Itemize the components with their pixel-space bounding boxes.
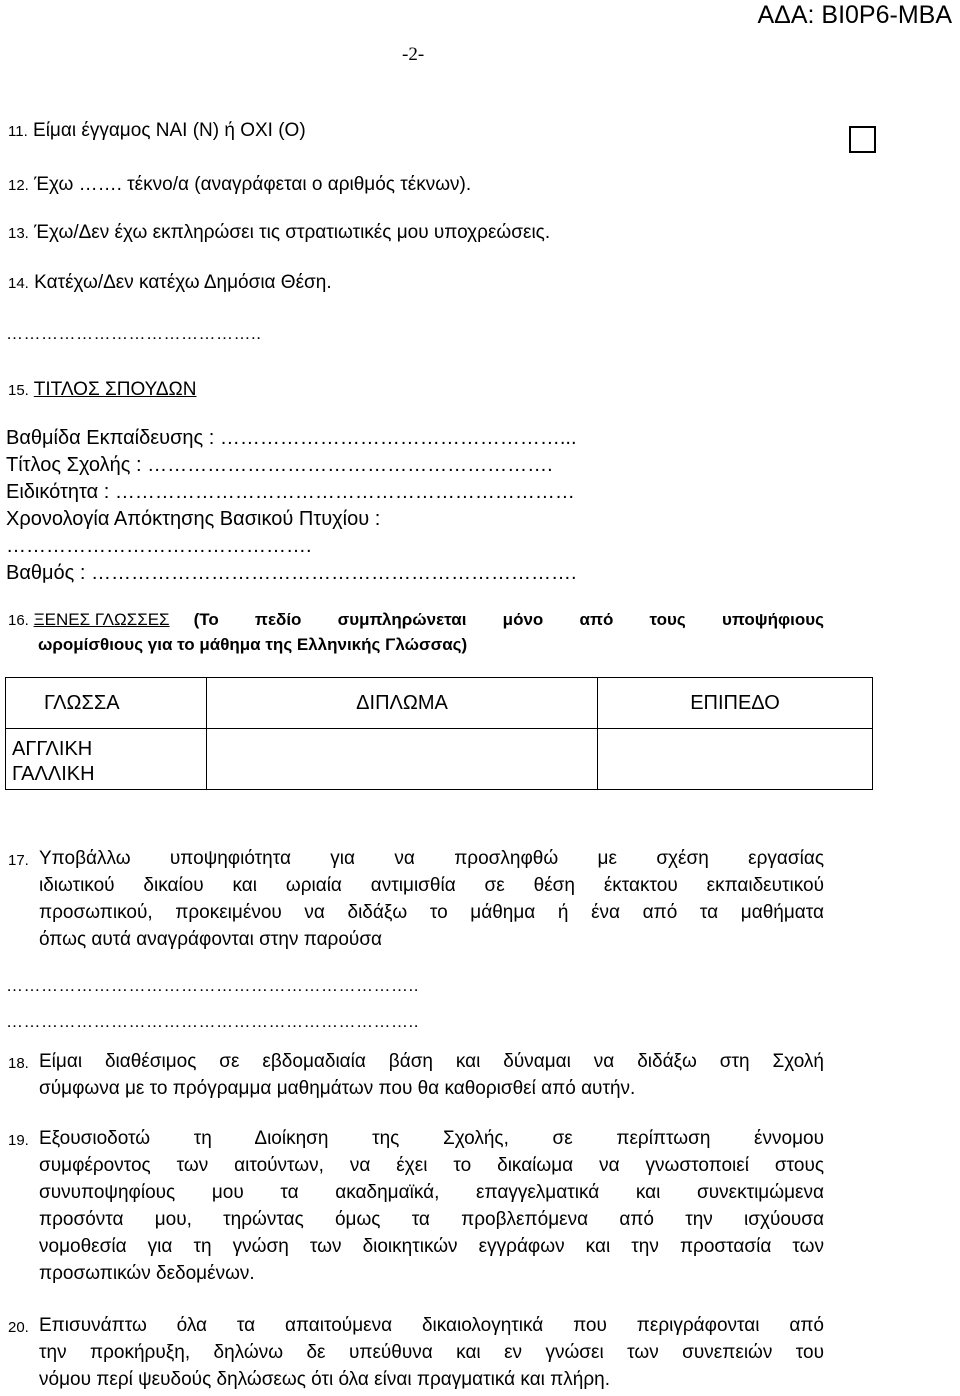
item-11 <box>8 120 306 143</box>
text-line: συνυποψηφίους μου τα ακαδημαϊκά, επαγγελματικά και συνεκτιμώμενα <box>39 1182 824 1203</box>
text-line: νομοθεσία για τη γνώση των διοικητικών εγγράφων και την προστασία των <box>39 1236 824 1257</box>
text-line: προσωπικού, προκειμένου να διδάξω το μάθημα ή ένα από τα μαθήματα <box>39 902 824 923</box>
language-cell: ΑΓΓΛΙΚΗ <box>6 729 207 763</box>
text-line: την προκήρυξη, δηλώνω δε υπεύθυνα και εν γνώσει των συνεπειών του <box>39 1342 824 1363</box>
languages-table <box>5 677 873 790</box>
item-text: Έχω ……. τέκνο/α (αναγράφεται ο αριθμός τέκνων). <box>34 174 472 195</box>
table-row <box>6 729 873 763</box>
item-text: Κατέχω/Δεν κατέχω Δημόσια Θέση. <box>34 272 332 293</box>
degree-year-dots: ………………………………………. <box>6 535 312 557</box>
item-number: 17. <box>8 852 29 869</box>
table-row <box>6 762 873 790</box>
text-line: προσόντα μου, τηρώντας όμως τα προβλεπόμενα από την ισχύουσα <box>39 1209 824 1230</box>
diploma-cell[interactable] <box>207 762 598 790</box>
section-title: ΤΙΤΛΟΣ ΣΠΟΥΔΩΝ <box>33 379 197 400</box>
item-13 <box>8 222 550 245</box>
item-12 <box>8 174 471 197</box>
table-header-row <box>6 678 873 729</box>
foreign-languages-note-line1: (Το πεδίο συμπληρώνεται μόνο από τους υποψήφιους <box>193 610 824 629</box>
text-line: συμφέροντος των αιτούντων, να έχει το δικαίωμα να γνωστοποιεί στους <box>39 1155 824 1176</box>
school-title: Τίτλος Σχολής : ……………………………………………………. <box>6 454 553 476</box>
level-cell[interactable] <box>598 729 873 763</box>
header-diploma: ΔΙΠΛΩΜΑ <box>207 678 598 729</box>
text-line: Εξουσιοδοτώ τη Διοίκηση της Σχολής, σε περίπτωση έννομου <box>39 1128 824 1149</box>
item-17-text <box>39 845 824 953</box>
level-cell[interactable] <box>598 762 873 790</box>
text-line: προσωπικών δεδομένων. <box>39 1263 255 1284</box>
checkbox[interactable] <box>849 126 876 153</box>
item-16 <box>8 608 824 657</box>
item-19-text <box>39 1125 824 1287</box>
section-title: ΞΕΝΕΣ ΓΛΩΣΣΕΣ <box>33 610 170 629</box>
item-14 <box>8 272 332 295</box>
item-number: 20. <box>8 1319 29 1336</box>
item-text: Είμαι έγγαμος ΝΑΙ (Ν) ή ΟΧΙ (Ο) <box>33 120 306 141</box>
text-line: Υποβάλλω υποψηφιότητα για να προσληφθώ με σχέση εργασίας <box>39 848 824 869</box>
text-line: σύμφωνα με το πρόγραμμα μαθημάτων που θα καθορισθεί από αυτήν. <box>39 1078 636 1099</box>
header-language: ΓΛΩΣΣΑ <box>6 678 207 729</box>
ada-code: ΑΔΑ: ΒΙ0Ρ6-ΜΒΑ <box>757 1 952 29</box>
text-line: ιδιωτικού δικαίου και ωριαία αντιμισθία σε θέση έκτακτου εκπαιδευτικού <box>39 875 824 896</box>
item-number: 14. <box>8 275 29 292</box>
item-text: Έχω/Δεν έχω εκπληρώσει τις στρατιωτικές μου υποχρεώσεις. <box>34 222 551 243</box>
item-17-dots-1: …………………………………………………………….. <box>6 976 419 995</box>
text-line: νόμου περί ψευδούς δηλώσεως ότι όλα είναι πραγματικά και πλήρη. <box>39 1369 611 1390</box>
page-number: -2- <box>402 44 425 65</box>
item-15 <box>8 379 196 402</box>
text-line: Είμαι διαθέσιμος σε εβδομαδιαία βάση και δύναμαι να διδάξω στη Σχολή <box>39 1051 824 1072</box>
text-line: Επισυνάπτω όλα τα απαιτούμενα δικαιολογητικά που περιγράφονται από <box>39 1315 824 1336</box>
item-number: 12. <box>8 177 29 194</box>
item-number: 13. <box>8 225 29 242</box>
header-level: ΕΠΙΠΕΔΟ <box>598 678 873 729</box>
item-17-dots-2: …………………………………………………………….. <box>6 1012 419 1031</box>
item-number: 18. <box>8 1055 29 1072</box>
item-14-dots: …………………………………….. <box>6 324 262 343</box>
language-cell: ΓΑΛΛΙΚΗ <box>6 762 207 790</box>
text-line: όπως αυτά αναγράφονται στην παρούσα <box>39 929 383 950</box>
item-number: 16. <box>8 612 29 629</box>
degree-year-label: Χρονολογία Απόκτησης Βασικού Πτυχίου : <box>6 508 381 530</box>
specialty: Ειδικότητα : …………………………………………………………… <box>6 481 575 503</box>
item-number: 11. <box>8 123 28 140</box>
diploma-cell[interactable] <box>207 729 598 763</box>
item-20-text <box>39 1312 824 1393</box>
item-number: 15. <box>8 382 29 399</box>
grade: Βαθμός : ………………………………………………………………. <box>6 562 577 584</box>
item-number: 19. <box>8 1132 29 1149</box>
item-18-text <box>39 1048 824 1102</box>
education-level: Βαθμίδα Εκπαίδευσης : ……………………………………………... <box>6 427 577 449</box>
foreign-languages-note-line2: ωρομίσθιους για το μάθημα της Ελληνικής Γλώσσας) <box>38 635 468 654</box>
